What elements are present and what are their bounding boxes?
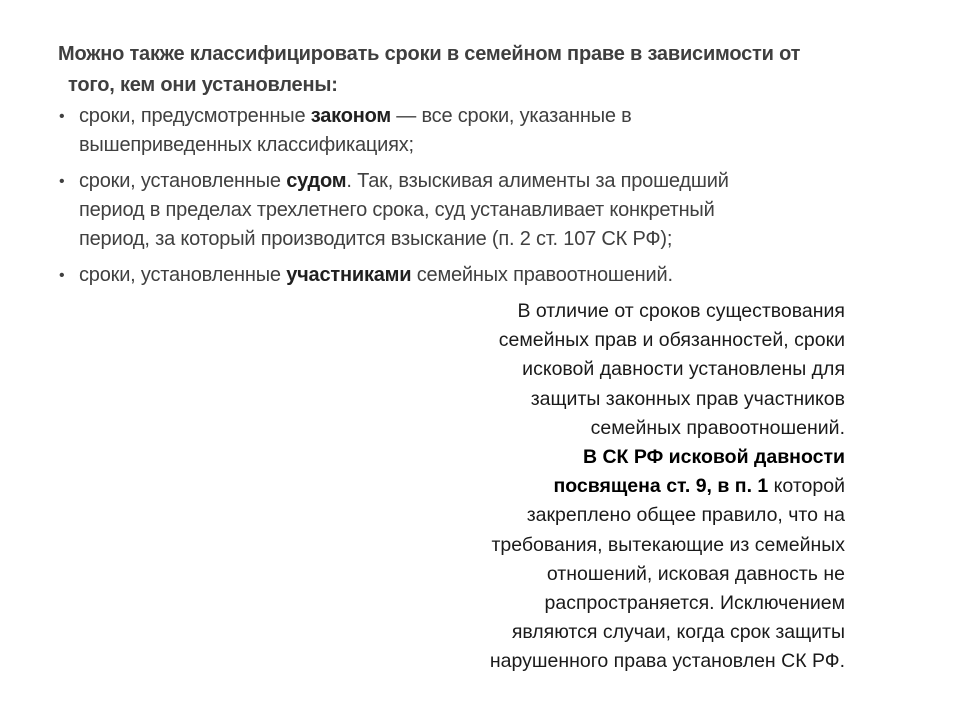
bullet-line: период в пределах трехлетнего срока, суд устанавливает конкретный <box>79 199 715 221</box>
bullet-item-law <box>58 102 908 160</box>
text-run: сроки, установленные <box>79 170 287 192</box>
slide-heading <box>58 39 908 101</box>
bold-run: судом <box>286 170 347 192</box>
limitation-note <box>380 297 845 677</box>
bold-run: посвящена ст. 9, в п. 1 <box>553 475 769 498</box>
note-line: отношений, исковая давность не <box>546 562 845 585</box>
note-line: нарушенного права установлен СК РФ. <box>489 650 845 673</box>
text-run: — все сроки, указанные в <box>390 105 632 127</box>
note-line: В отличие от сроков существования <box>517 300 845 322</box>
bold-run: законом <box>310 105 391 127</box>
text-run: . Так, взыскивая алименты за прошедший <box>346 170 729 192</box>
bullet-dot: • <box>59 173 65 190</box>
note-line: исковой давности установлены для <box>522 358 845 381</box>
text-run: сроки, установленные <box>79 264 287 286</box>
bullet-line <box>79 261 908 290</box>
note-line: семейных прав и обязанностей, сроки <box>498 329 845 352</box>
bullet-line: вышеприведенных классификациях; <box>79 134 414 156</box>
bullet-line: период, за который производится взыскание (п. 2 ст. 107 СК РФ); <box>79 228 673 250</box>
bullet-list <box>58 102 908 297</box>
note-line: распространяется. Исключением <box>544 592 845 615</box>
text-run: сроки, предусмотренные <box>79 105 311 127</box>
bullet-line <box>79 167 908 196</box>
note-line <box>380 472 845 501</box>
note-line: закреплено общее правило, что на <box>526 504 845 527</box>
bullet-line <box>79 102 908 131</box>
heading-line-2: того, кем они установлены: <box>68 74 338 96</box>
heading-line-1: Можно также классифицировать сроки в семейном праве в зависимости от <box>58 43 801 65</box>
bullet-dot: • <box>59 267 65 284</box>
bold-run: В СК РФ исковой давности <box>582 446 845 469</box>
bold-run: участниками <box>286 264 412 286</box>
bullet-item-participants <box>58 261 908 290</box>
note-line: семейных правоотношений. <box>590 416 845 439</box>
note-line <box>380 443 845 472</box>
bullet-dot: • <box>59 108 65 125</box>
note-line: являются случаи, когда срок защиты <box>511 621 845 644</box>
bullet-item-court <box>58 167 908 254</box>
text-run: которой <box>768 475 845 498</box>
note-line: защиты законных прав участников <box>530 387 845 410</box>
note-line: требования, вытекающие из семейных <box>491 533 845 556</box>
text-run: семейных правоотношений. <box>411 264 673 286</box>
